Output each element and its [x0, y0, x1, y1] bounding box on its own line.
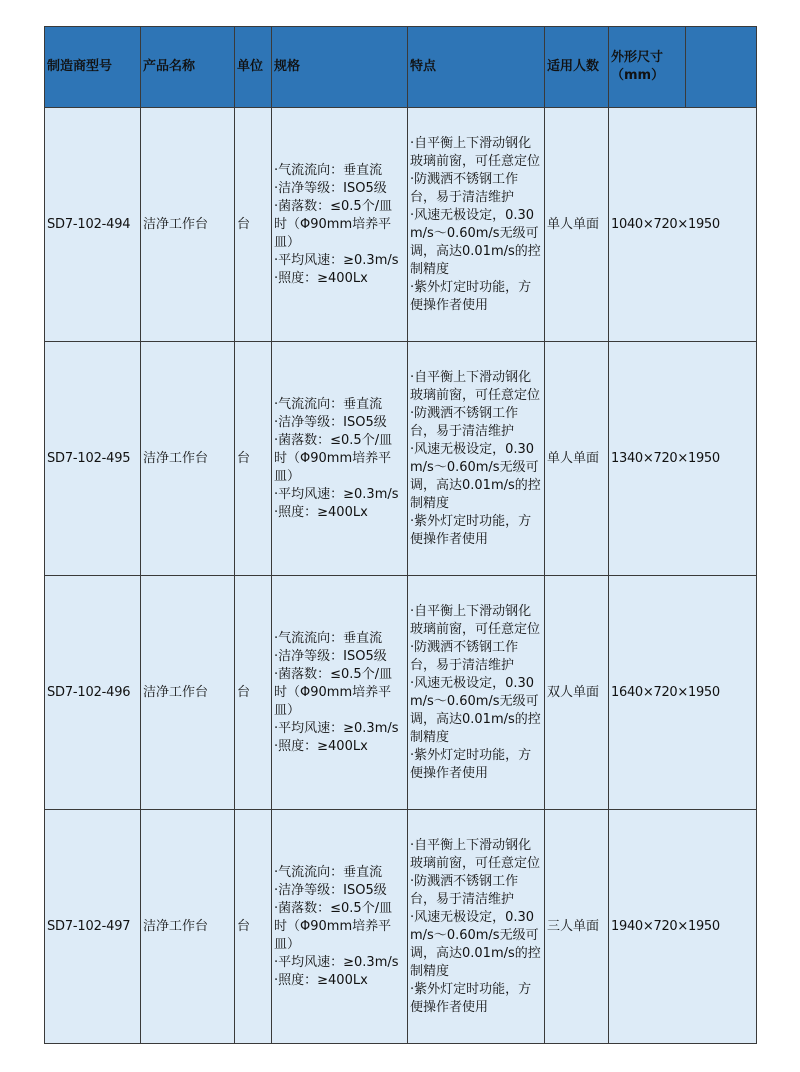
cell-features: ·自平衡上下滑动钢化玻璃前窗，可任意定位 ·防溅洒不锈钢工作台，易于清洁维护 ·风速无极设定，0.30m/s～0.60m/s无级可调，高达0.01m/s的控制精度 ·紫外灯定时功能，方便操作者使用 [408, 810, 545, 1044]
cell-size: 1640×720×1950 [609, 576, 757, 810]
cell-name: 洁净工作台 [141, 810, 235, 1044]
cell-unit: 台 [235, 108, 272, 342]
cell-size: 1340×720×1950 [609, 342, 757, 576]
cell-features: ·自平衡上下滑动钢化玻璃前窗，可任意定位 ·防溅洒不锈钢工作台，易于清洁维护 ·风速无极设定，0.30m/s～0.60m/s无级可调，高达0.01m/s的控制精度 ·紫外灯定时功能，方便操作者使用 [408, 342, 545, 576]
cell-unit: 台 [235, 576, 272, 810]
cell-users: 三人单面 [545, 810, 609, 1044]
table-row [45, 810, 757, 1044]
cell-spec: ·气流流向：垂直流 ·洁净等级：ISO5级 ·菌落数：≤0.5个/皿时（Φ90mm培养平皿） ·平均风速：≥0.3m/s ·照度：≥400Lx [272, 342, 408, 576]
cell-users: 单人单面 [545, 342, 609, 576]
cell-spec: ·气流流向：垂直流 ·洁净等级：ISO5级 ·菌落数：≤0.5个/皿时（Φ90mm培养平皿） ·平均风速：≥0.3m/s ·照度：≥400Lx [272, 576, 408, 810]
cell-features: ·自平衡上下滑动钢化玻璃前窗，可任意定位 ·防溅洒不锈钢工作台，易于清洁维护 ·风速无极设定，0.30m/s～0.60m/s无级可调，高达0.01m/s的控制精度 ·紫外灯定时功能，方便操作者使用 [408, 576, 545, 810]
cell-model: SD7-102-496 [45, 576, 141, 810]
header-model: 制造商型号 [45, 27, 141, 108]
header-extra [686, 27, 757, 108]
cell-size: 1940×720×1950 [609, 810, 757, 1044]
table-header-row [45, 27, 757, 108]
cell-spec: ·气流流向：垂直流 ·洁净等级：ISO5级 ·菌落数：≤0.5个/皿时（Φ90mm培养平皿） ·平均风速：≥0.3m/s ·照度：≥400Lx [272, 108, 408, 342]
cell-users: 单人单面 [545, 108, 609, 342]
table-row [45, 108, 757, 342]
cell-users: 双人单面 [545, 576, 609, 810]
product-spec-table [44, 26, 757, 1044]
table-row [45, 576, 757, 810]
header-size: 外形尺寸（mm） [609, 27, 686, 108]
cell-size: 1040×720×1950 [609, 108, 757, 342]
cell-name: 洁净工作台 [141, 108, 235, 342]
cell-features: ·自平衡上下滑动钢化玻璃前窗，可任意定位 ·防溅洒不锈钢工作台，易于清洁维护 ·风速无极设定，0.30m/s～0.60m/s无级可调，高达0.01m/s的控制精度 ·紫外灯定时功能，方便操作者使用 [408, 108, 545, 342]
cell-model: SD7-102-494 [45, 108, 141, 342]
cell-name: 洁净工作台 [141, 342, 235, 576]
cell-unit: 台 [235, 810, 272, 1044]
header-users: 适用人数 [545, 27, 609, 108]
cell-name: 洁净工作台 [141, 576, 235, 810]
cell-spec: ·气流流向：垂直流 ·洁净等级：ISO5级 ·菌落数：≤0.5个/皿时（Φ90mm培养平皿） ·平均风速：≥0.3m/s ·照度：≥400Lx [272, 810, 408, 1044]
cell-model: SD7-102-497 [45, 810, 141, 1044]
cell-model: SD7-102-495 [45, 342, 141, 576]
header-name: 产品名称 [141, 27, 235, 108]
header-spec: 规格 [272, 27, 408, 108]
header-unit: 单位 [235, 27, 272, 108]
header-features: 特点 [408, 27, 545, 108]
table-row [45, 342, 757, 576]
cell-unit: 台 [235, 342, 272, 576]
